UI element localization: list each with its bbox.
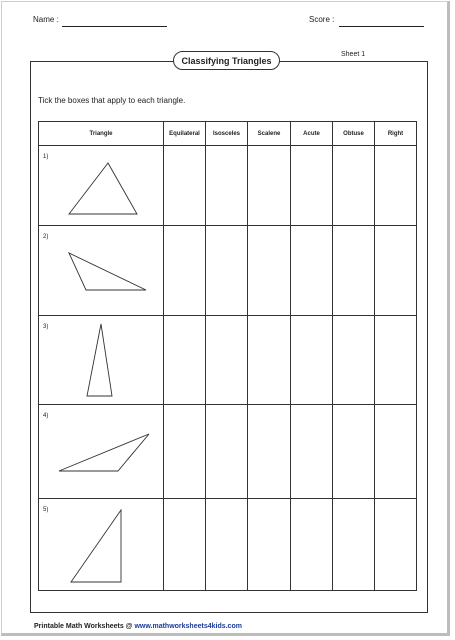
header-acute: Acute	[291, 122, 333, 146]
header-equilateral: Equilateral	[164, 122, 206, 146]
triangle-cell	[39, 146, 164, 226]
obtuse-checkbox[interactable]	[333, 405, 375, 499]
triangle-cell	[39, 226, 164, 316]
acute-checkbox[interactable]	[291, 405, 333, 499]
obtuse-checkbox[interactable]	[333, 146, 375, 226]
row-number: 4)	[43, 413, 49, 419]
header-right: Right	[375, 122, 417, 146]
right-checkbox[interactable]	[375, 226, 417, 316]
right-checkbox[interactable]	[375, 316, 417, 405]
header-obtuse: Obtuse	[333, 122, 375, 146]
table-header-row	[39, 122, 417, 146]
acute-checkbox[interactable]	[291, 499, 333, 591]
table-row	[39, 499, 417, 591]
scalene-checkbox[interactable]	[248, 405, 291, 499]
acute-checkbox[interactable]	[291, 226, 333, 316]
acute-triangle-figure	[39, 146, 163, 226]
table-row	[39, 226, 417, 316]
worksheet-title: Classifying Triangles	[173, 51, 280, 70]
obtuse-checkbox[interactable]	[333, 499, 375, 591]
row-number: 5)	[43, 507, 49, 513]
scalene-checkbox[interactable]	[248, 499, 291, 591]
row-number: 3)	[43, 324, 49, 330]
header-triangle: Triangle	[39, 122, 164, 146]
isosceles-triangle-figure	[39, 316, 163, 405]
table-row	[39, 405, 417, 499]
name-label: Name :	[33, 15, 59, 24]
equilateral-checkbox[interactable]	[164, 226, 206, 316]
score-input-line[interactable]	[339, 26, 424, 27]
footer-url-link[interactable]: www.mathworksheets4kids.com	[134, 623, 242, 630]
isosceles-checkbox[interactable]	[206, 316, 248, 405]
equilateral-checkbox[interactable]	[164, 146, 206, 226]
row-number: 2)	[43, 234, 49, 240]
classification-table	[38, 121, 417, 591]
right-checkbox[interactable]	[375, 146, 417, 226]
scalene-checkbox[interactable]	[248, 316, 291, 405]
table-row	[39, 316, 417, 405]
scalene-checkbox[interactable]	[248, 226, 291, 316]
instruction-text: Tick the boxes that apply to each triangle.	[38, 96, 186, 105]
right-triangle-figure	[39, 499, 163, 591]
name-input-line[interactable]	[62, 26, 167, 27]
acute-checkbox[interactable]	[291, 316, 333, 405]
scalene-checkbox[interactable]	[248, 146, 291, 226]
equilateral-checkbox[interactable]	[164, 316, 206, 405]
obtuse-triangle-figure	[39, 226, 163, 316]
triangle-cell	[39, 499, 164, 591]
right-checkbox[interactable]	[375, 499, 417, 591]
acute-checkbox[interactable]	[291, 146, 333, 226]
right-checkbox[interactable]	[375, 405, 417, 499]
score-label: Score :	[309, 15, 335, 24]
isosceles-checkbox[interactable]	[206, 405, 248, 499]
triangle-cell	[39, 405, 164, 499]
footer-prefix: Printable Math Worksheets @	[34, 623, 133, 630]
obtuse-checkbox[interactable]	[333, 316, 375, 405]
sheet-label: Sheet 1	[341, 51, 366, 58]
isosceles-checkbox[interactable]	[206, 499, 248, 591]
obtuse-checkbox[interactable]	[333, 226, 375, 316]
header-scalene: Scalene	[248, 122, 291, 146]
obtuse-triangle-figure	[39, 405, 163, 499]
equilateral-checkbox[interactable]	[164, 499, 206, 591]
header-isosceles: Isosceles	[206, 122, 248, 146]
row-number: 1)	[43, 154, 49, 160]
footer	[34, 623, 242, 630]
isosceles-checkbox[interactable]	[206, 226, 248, 316]
triangle-cell	[39, 316, 164, 405]
equilateral-checkbox[interactable]	[164, 405, 206, 499]
isosceles-checkbox[interactable]	[206, 146, 248, 226]
table-row	[39, 146, 417, 226]
